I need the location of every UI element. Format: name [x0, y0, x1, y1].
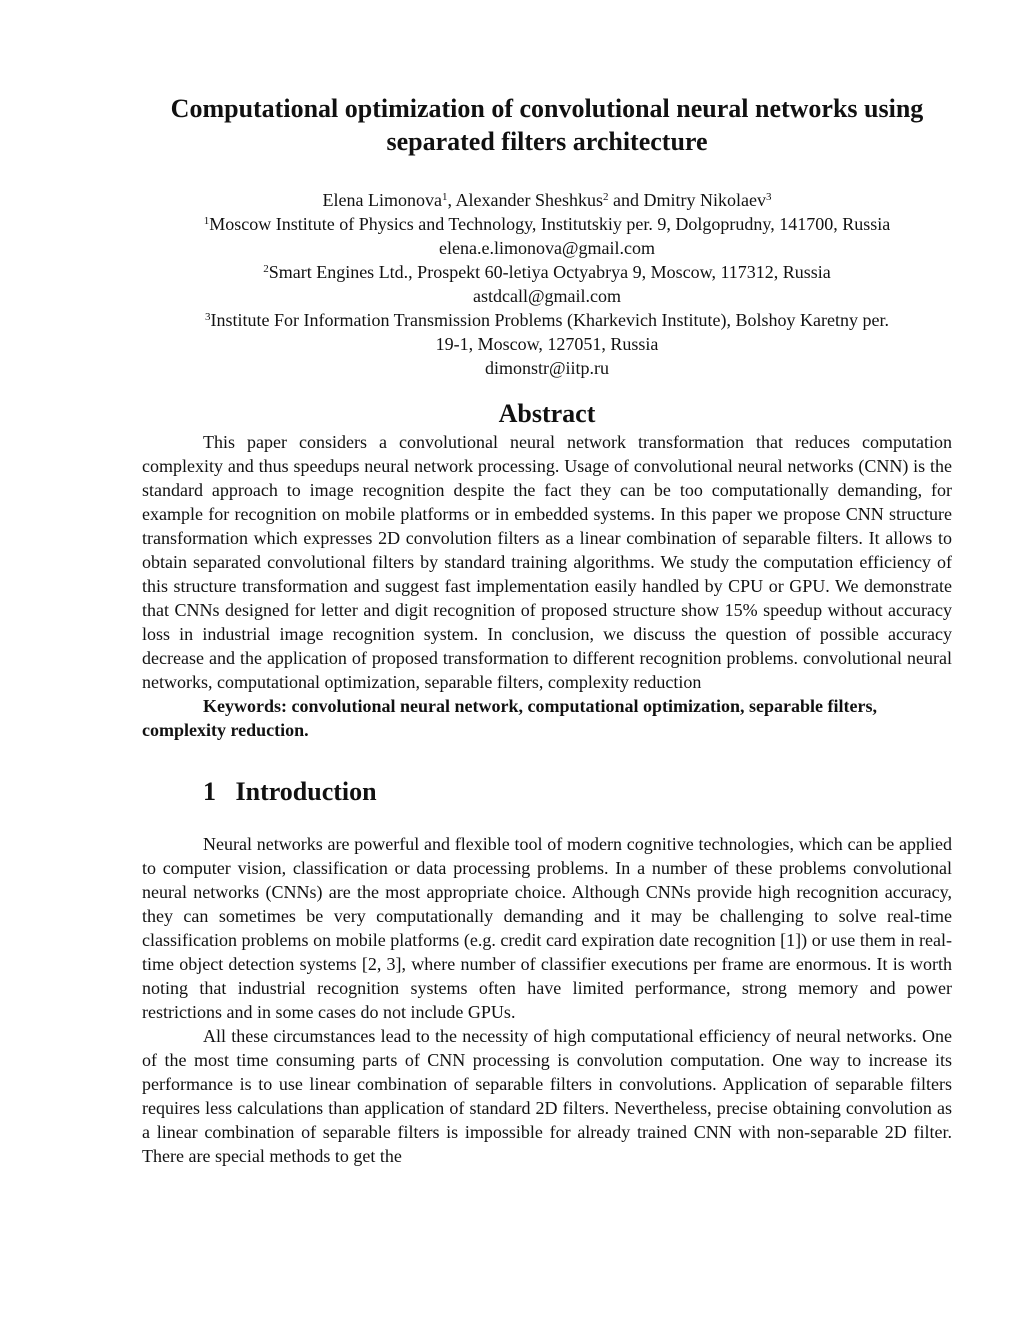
section-body	[142, 832, 952, 1168]
affiliation-text: Institute For Information Transmission Problems (Kharkevich Institute), Bolshoy Karetny per.	[210, 310, 889, 330]
affiliation-number: 3	[205, 311, 211, 323]
section-heading	[203, 776, 952, 808]
paper-page	[142, 92, 952, 1168]
abstract-heading: Abstract	[498, 399, 596, 428]
affiliation-line	[142, 260, 952, 284]
affiliation-text: Moscow Institute of Physics and Technology, Institutskiy per. 9, Dolgoprudny, 141700, Russia	[209, 214, 891, 234]
author-names	[142, 188, 952, 212]
author-block	[142, 188, 952, 380]
author-email[interactable]: dimonstr@iitp.ru	[484, 358, 610, 378]
affiliation-line	[142, 308, 952, 332]
author-name: Elena Limonova	[322, 190, 442, 210]
author-separator: and	[608, 190, 644, 210]
affiliation-line	[142, 212, 952, 236]
author-name: Alexander Sheshkus	[455, 190, 603, 210]
section-title: Introduction	[235, 777, 377, 806]
affiliation-number: 1	[203, 215, 210, 227]
abstract-body: This paper considers a convolutional neural network transformation that reduces computation complexity and thus speedups neural network processing. Usage of convolutional neural networks (CNN) is the standard approach to image recognition despite the fact they can be too computationally demanding, for example for recognition on mobile platforms or in embedded systems. In this paper we propose CNN structure transformation which expresses 2D convolution filters as a linear combination of separable filters. It allows to obtain separated convolutional filters by standard training algorithms. We study the computation efficiency of this structure transformation and suggest fast implementation easily handled by CPU or GPU. We demonstrate that CNNs designed for letter and digit recognition of proposed structure show 15% speedup without accuracy loss in industrial image recognition system. In conclusion, we discuss the question of possible accuracy decrease and the application of proposed transformation to different recognition problems. convolutional neural networks, computational optimization, separable filters, complexity reduction	[142, 432, 952, 692]
section-number: 1	[203, 777, 216, 806]
paper-title: Computational optimization of convolutional neural networks using separated filters architecture	[170, 94, 924, 156]
body-paragraph: All these circumstances lead to the necessity of high computational efficiency of neural networks. One of the most time consuming parts of CNN processing is convolution computation. One way to increase its performance is to use linear combination of separable filters in convolutions. Application of separable filters requires less calculations than application of standard 2D filters. Nevertheless, precise obtaining convolution as a linear combination of separable filters is impossible for already trained CNN with non-separable 2D filter. There are special methods to get the	[142, 1026, 952, 1166]
affiliation-marker: 2	[602, 191, 609, 203]
author-separator: ,	[447, 190, 456, 210]
affiliation-text: Smart Engines Ltd., Prospekt 60-letiya Octyabrya 9, Moscow, 117312, Russia	[268, 262, 831, 282]
author-email[interactable]: elena.e.limonova@gmail.com	[438, 238, 655, 258]
affiliation-marker: 3	[765, 191, 772, 203]
author-email[interactable]: astdcall@gmail.com	[472, 286, 622, 306]
affiliation-number: 2	[263, 263, 269, 275]
body-paragraph: Neural networks are powerful and flexible tool of modern cognitive technologies, which can be applied to computer vision, classification or data processing problems. In a number of these problems convolutional neural networks (CNNs) are the most appropriate choice. Although CNNs provide high recognition accuracy, they can sometimes be very computationally demanding and it may be challenging to solve real-time classification problems on mobile platforms (e.g. credit card expiration date recognition [1]) or use them in real-time object detection systems [2, 3], where number of classifier executions per frame are enormous. It is worth noting that industrial recognition systems often have limited performance, strong memory and power restrictions and in some cases do not include GPUs.	[142, 834, 952, 1022]
author-name: Dmitry Nikolaev	[643, 190, 766, 210]
keywords: Keywords: convolutional neural network, computational optimization, separable filters, complexity reduction.	[142, 696, 877, 740]
affiliation-line-continued: 19-1, Moscow, 127051, Russia	[435, 334, 659, 354]
affiliation-marker: 1	[441, 191, 448, 203]
